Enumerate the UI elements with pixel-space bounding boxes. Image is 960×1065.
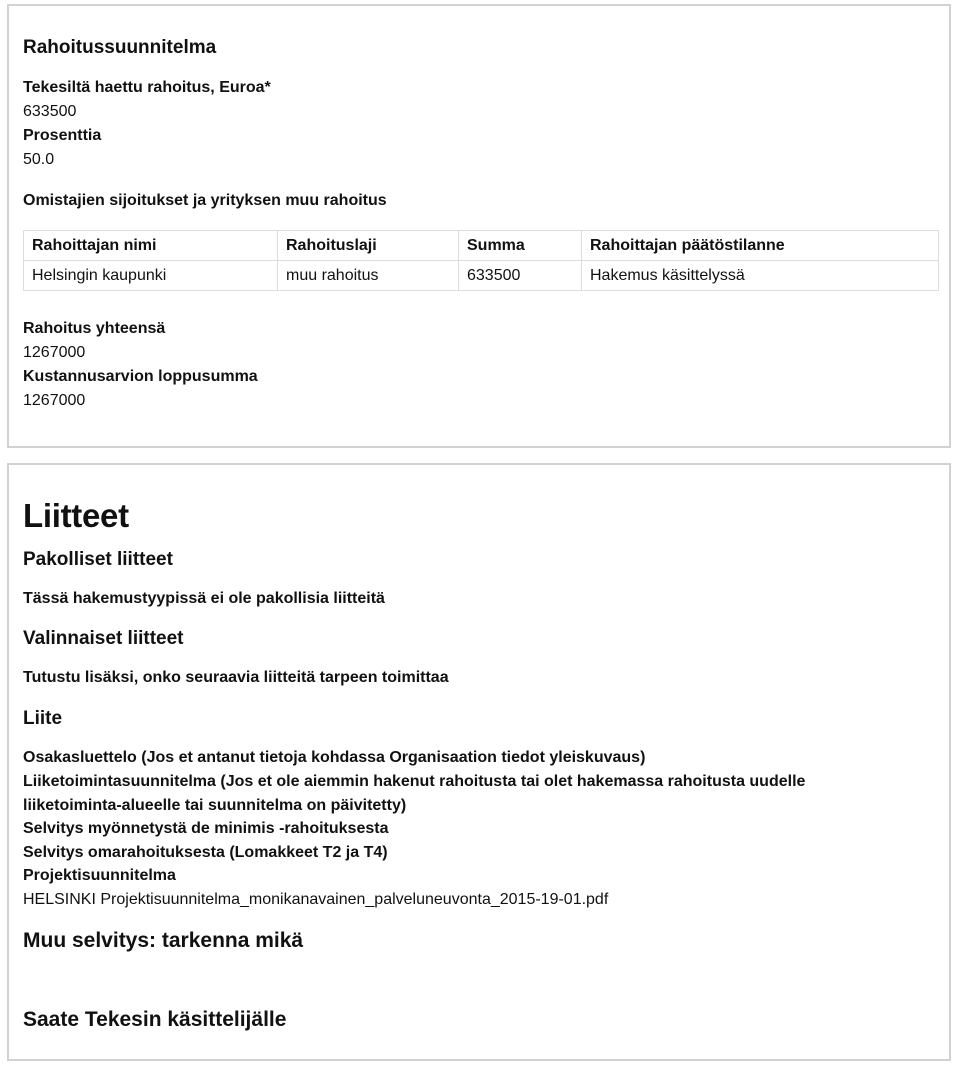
table-header-row bbox=[24, 231, 939, 261]
column-header-decision-status: Rahoittajan päätöstilanne bbox=[582, 231, 939, 261]
column-header-funder-name: Rahoittajan nimi bbox=[24, 231, 278, 261]
budget-total-value: 1267000 bbox=[23, 392, 86, 409]
requested-funding-value: 633500 bbox=[23, 103, 77, 120]
cell-amount: 633500 bbox=[459, 261, 582, 291]
list-item: Selvitys omarahoituksesta (Lomakkeet T2 ja T4) bbox=[23, 844, 388, 861]
optional-attachments-heading: Valinnaiset liitteet bbox=[23, 628, 184, 649]
cell-funder-name: Helsingin kaupunki bbox=[24, 261, 278, 291]
budget-total-label: Kustannusarvion loppusumma bbox=[23, 368, 258, 385]
list-item: Selvitys myönnetystä de minimis -rahoituksesta bbox=[23, 820, 389, 837]
requested-funding-label: Tekesiltä haettu rahoitus, Euroa* bbox=[23, 79, 271, 96]
funders-table bbox=[23, 230, 939, 291]
list-item: Liiketoimintasuunnitelma (Jos et ole aiemmin hakenut rahoitusta tai olet hakemassa rahoitusta uudelle bbox=[23, 773, 806, 790]
column-header-funding-type: Rahoituslaji bbox=[278, 231, 459, 261]
other-explanation-heading: Muu selvitys: tarkenna mikä bbox=[23, 929, 304, 952]
cell-funding-type: muu rahoitus bbox=[278, 261, 459, 291]
attachment-file-link[interactable]: HELSINKI Projektisuunnitelma_monikanavainen_palveluneuvonta_2015-19-01.pdf bbox=[23, 891, 609, 908]
funding-plan-title: Rahoitussuunnitelma bbox=[23, 37, 217, 58]
column-header-amount: Summa bbox=[459, 231, 582, 261]
list-item: Projektisuunnitelma bbox=[23, 867, 176, 884]
list-item: liiketoiminta-alueelle tai suunnitelma on päivitetty) bbox=[23, 797, 407, 814]
mandatory-attachments-heading: Pakolliset liitteet bbox=[23, 549, 173, 570]
optional-attachments-text: Tutustu lisäksi, onko seuraavia liitteitä tarpeen toimittaa bbox=[23, 669, 449, 686]
attachment-heading: Liite bbox=[23, 708, 63, 729]
owners-funding-heading: Omistajien sijoitukset ja yrityksen muu rahoitus bbox=[23, 192, 387, 209]
total-funding-value: 1267000 bbox=[23, 344, 86, 361]
attachments-panel bbox=[7, 463, 951, 1061]
percent-label: Prosenttia bbox=[23, 127, 102, 144]
total-funding-label: Rahoitus yhteensä bbox=[23, 320, 166, 337]
table-row bbox=[24, 261, 939, 291]
percent-value: 50.0 bbox=[23, 151, 55, 168]
funding-plan-panel bbox=[7, 4, 951, 448]
mandatory-attachments-text: Tässä hakemustyypissä ei ole pakollisia liitteitä bbox=[23, 590, 385, 607]
attachments-title: Liitteet bbox=[23, 497, 129, 534]
cell-decision-status: Hakemus käsittelyssä bbox=[582, 261, 939, 291]
list-item: Osakasluettelo (Jos et antanut tietoja kohdassa Organisaation tiedot yleiskuvaus) bbox=[23, 749, 646, 766]
cover-note-heading: Saate Tekesin käsittelijälle bbox=[23, 1008, 287, 1031]
